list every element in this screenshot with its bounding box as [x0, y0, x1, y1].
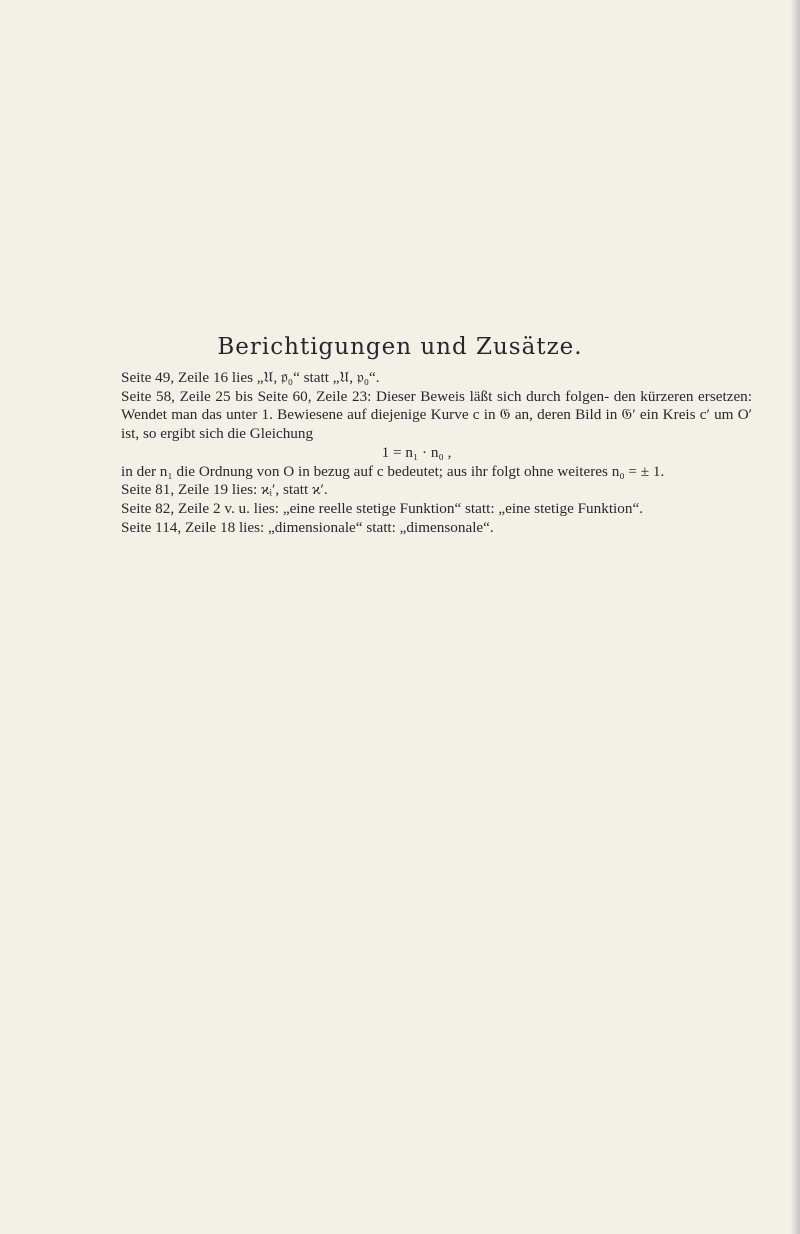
correction-entry: Seite 81, Zeile 19 lies: ϰᵢ′, statt ϰ′. [121, 481, 328, 499]
correction-entry: Seite 58, Zeile 25 bis Seite 60, Zeile 23: Dieser Beweis läßt sich durch folgen- den kürzeren ersetzen: Wendet man das unter 1. Bewiesene auf diejenige Kurve c in 𝔊 an, deren Bild in 𝔊′ ein Kreis c′ um O′ ist, so ergibt sich die Gleichung [121, 387, 752, 443]
correction-entry-continuation: in der n₁ die Ordnung von O in bezug auf c bedeutet; aus ihr folgt ohne weiteres n₀ = ± 1. [121, 462, 665, 480]
page-title: Berichtigungen und Zusätze. [217, 334, 583, 360]
correction-entry: Seite 114, Zeile 18 lies: „dimensionale“ statt: „dimensonale“. [121, 518, 494, 536]
correction-entry: Seite 49, Zeile 16 lies „𝔘, 𝔭̄₀“ statt „𝔘, 𝔭₀“. [121, 369, 380, 386]
equation: 1 = n₁ · n₀ , [381, 443, 452, 461]
correction-entry: Seite 82, Zeile 2 v. u. lies: „eine reelle stetige Funktion“ statt: „eine stetige Funktion“. [121, 499, 644, 517]
page-edge-shadow [790, 0, 800, 1234]
corrections-list [121, 369, 752, 537]
